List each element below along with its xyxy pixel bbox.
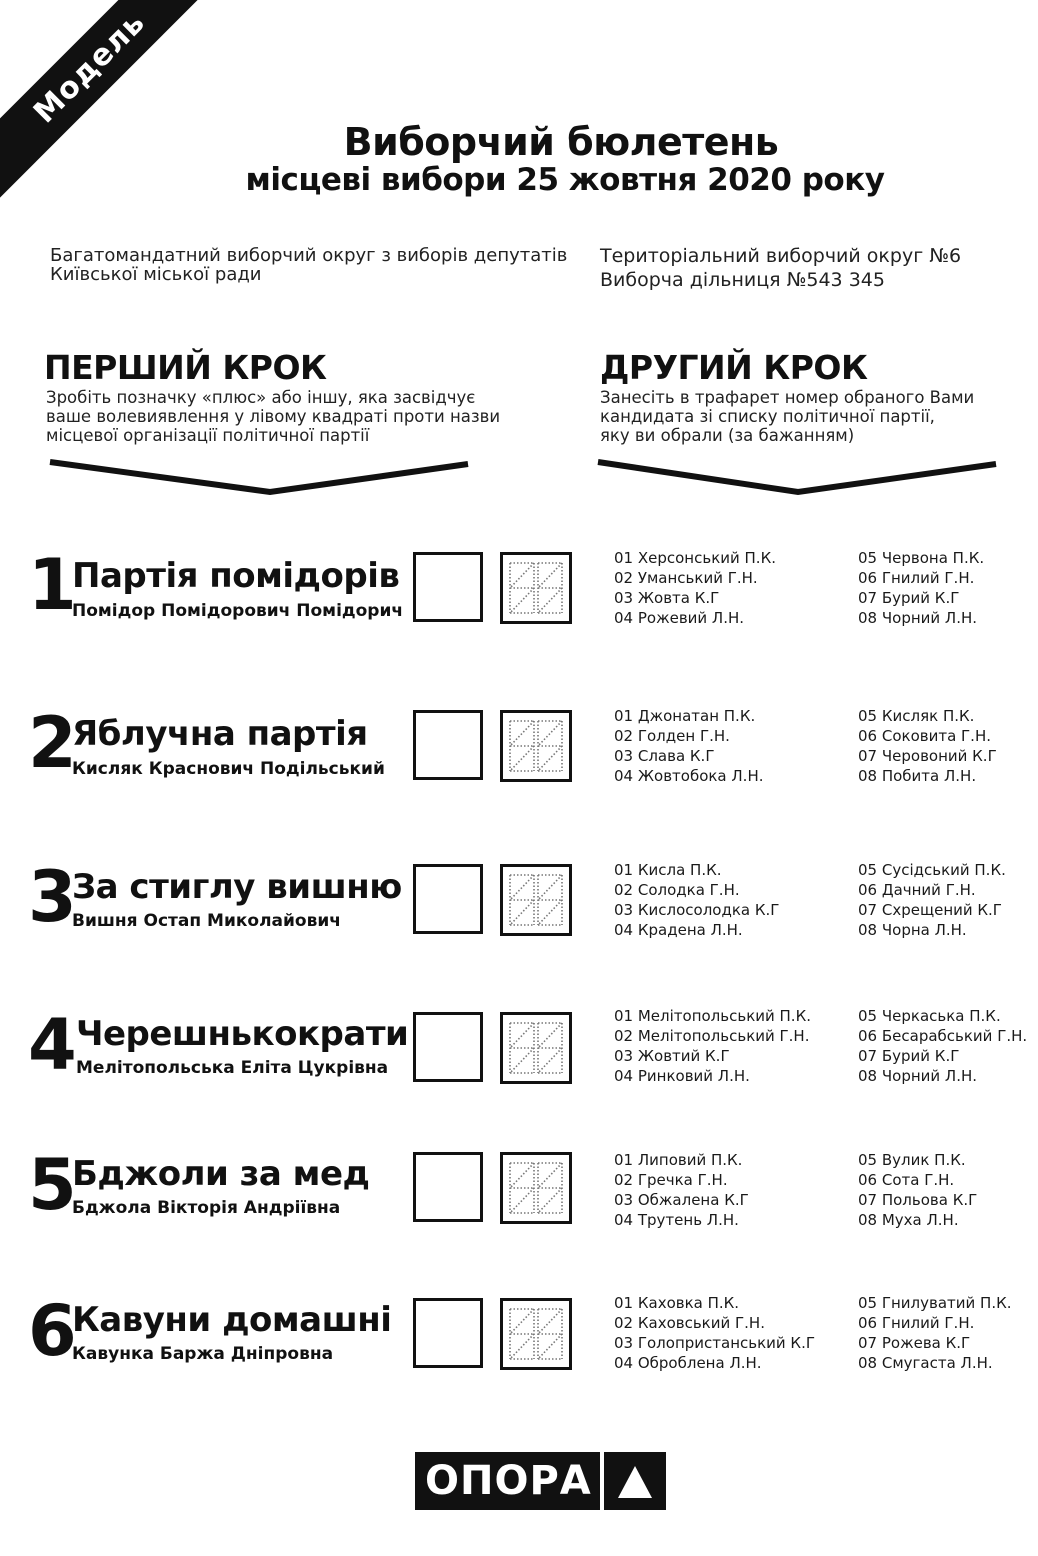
- candidate-item: 08 Чорна Л.Н.: [858, 921, 967, 939]
- candidate-number-stencil[interactable]: [500, 1298, 572, 1370]
- step-two-desc-line3: яку ви обрали (за бажанням): [600, 426, 855, 445]
- party-number: 1: [28, 544, 74, 626]
- candidate-list-left: [614, 1293, 815, 1373]
- ballot-subtitle: місцеві вибори 25 жовтня 2020 року: [245, 162, 885, 198]
- candidate-number-stencil[interactable]: [500, 864, 572, 936]
- candidate-item: 08 Чорний Л.Н.: [858, 1067, 978, 1085]
- candidate-item: 04 Крадена Л.Н.: [614, 921, 743, 939]
- party-name: Кавуни домашні: [72, 1300, 392, 1340]
- step-two-description: [600, 388, 1020, 445]
- candidate-item: 07 Польова К.Г: [858, 1191, 978, 1209]
- party-number: 4: [28, 1004, 74, 1086]
- candidate-list-left: [614, 1006, 811, 1086]
- party-name: Бджоли за мед: [72, 1154, 370, 1194]
- party-leader: Мелітопольська Еліта Цукрівна: [76, 1058, 389, 1078]
- candidate-item: 06 Сота Г.Н.: [858, 1171, 955, 1189]
- candidate-item: 01 Джонатан П.К.: [614, 707, 756, 725]
- candidate-item: 01 Кисла П.К.: [614, 861, 722, 879]
- candidate-list-right: [858, 1150, 977, 1230]
- candidate-item: 06 Дачний Г.Н.: [858, 881, 976, 899]
- opora-logo: [415, 1452, 666, 1510]
- step-one-description: [46, 388, 546, 445]
- step-one-title: ПЕРШИЙ КРОК: [44, 348, 327, 387]
- ballot-title: Виборчий бюлетень: [343, 120, 779, 164]
- candidate-item: 04 Оброблена Л.Н.: [614, 1354, 762, 1372]
- step-one-arrow-icon: [48, 458, 472, 498]
- candidate-item: 07 Бурий К.Г: [858, 1047, 960, 1065]
- district-right-line1: Територіальний виборчий округ №6: [600, 245, 962, 267]
- district-left-line1: Багатомандатний виборчий округ з виборів депутатів: [50, 245, 568, 266]
- triangle-icon: [604, 1452, 666, 1510]
- candidate-item: 01 Липовий П.К.: [614, 1151, 743, 1169]
- candidate-item: 04 Трутень Л.Н.: [614, 1211, 739, 1229]
- candidate-number-stencil[interactable]: [500, 1012, 572, 1084]
- candidate-list-left: [614, 548, 776, 628]
- step-two-arrow-icon: [596, 458, 1000, 498]
- candidate-item: 05 Черкаська П.К.: [858, 1007, 1001, 1025]
- candidate-list-left: [614, 860, 779, 940]
- candidate-item: 01 Каховка П.К.: [614, 1294, 740, 1312]
- candidate-item: 03 Кислосолодка К.Г: [614, 901, 780, 919]
- model-ribbon-label: Модель: [27, 5, 153, 131]
- candidate-item: 03 Обжалена К.Г: [614, 1191, 749, 1209]
- candidate-item: 02 Уманський Г.Н.: [614, 569, 758, 587]
- stencil-grid-icon: [507, 717, 565, 775]
- candidate-item: 02 Гречка Г.Н.: [614, 1171, 728, 1189]
- candidate-list-right: [858, 706, 997, 786]
- candidate-item: 04 Ринковий Л.Н.: [614, 1067, 750, 1085]
- candidate-item: 07 Бурий К.Г: [858, 589, 960, 607]
- candidate-number-stencil[interactable]: [500, 710, 572, 782]
- candidate-list-right: [858, 860, 1006, 940]
- step-two-title: ДРУГИЙ КРОК: [600, 348, 868, 387]
- party-leader: Бджола Вікторія Андріївна: [72, 1198, 341, 1218]
- vote-checkbox[interactable]: [413, 864, 483, 934]
- candidate-item: 08 Чорний Л.Н.: [858, 609, 978, 627]
- party-name: Черешнькократи: [76, 1014, 409, 1054]
- candidate-number-stencil[interactable]: [500, 1152, 572, 1224]
- stencil-grid-icon: [507, 559, 565, 617]
- candidate-item: 05 Червона П.К.: [858, 549, 985, 567]
- candidate-list-right: [858, 1006, 1027, 1086]
- party-leader: Вишня Остап Миколайович: [72, 911, 341, 931]
- party-name: Яблучна партія: [72, 714, 368, 754]
- candidate-item: 05 Кисляк П.К.: [858, 707, 975, 725]
- candidate-item: 07 Рожева К.Г: [858, 1334, 971, 1352]
- vote-checkbox[interactable]: [413, 1298, 483, 1368]
- candidate-item: 08 Смугаста Л.Н.: [858, 1354, 993, 1372]
- step-one-desc-line1: Зробіть позначку «плюс» або іншу, яка засвідчує: [46, 388, 476, 407]
- candidate-item: 03 Слава К.Г: [614, 747, 715, 765]
- candidate-item: 02 Мелітопольський Г.Н.: [614, 1027, 810, 1045]
- candidate-item: 02 Солодка Г.Н.: [614, 881, 740, 899]
- vote-checkbox[interactable]: [413, 1012, 483, 1082]
- party-number: 5: [28, 1144, 74, 1226]
- candidate-list-left: [614, 706, 764, 786]
- candidate-item: 01 Херсонський П.К.: [614, 549, 776, 567]
- party-number: 2: [28, 702, 74, 784]
- candidate-item: 08 Муха Л.Н.: [858, 1211, 959, 1229]
- candidate-number-stencil[interactable]: [500, 552, 572, 624]
- candidate-list-left: [614, 1150, 749, 1230]
- district-left-line2: Київської міської ради: [50, 264, 262, 285]
- candidate-item: 02 Голден Г.Н.: [614, 727, 730, 745]
- candidate-item: 07 Черовоний К.Г: [858, 747, 997, 765]
- candidate-item: 08 Побита Л.Н.: [858, 767, 977, 785]
- candidate-item: 05 Вулик П.К.: [858, 1151, 966, 1169]
- candidate-list-right: [858, 1293, 1012, 1373]
- candidate-item: 06 Бесарабський Г.Н.: [858, 1027, 1028, 1045]
- party-leader: Кавунка Баржа Дніпровна: [72, 1344, 334, 1364]
- district-multimandate: [50, 246, 590, 284]
- party-name: Партія помідорів: [72, 556, 400, 596]
- party-name: За стиглу вишню: [72, 867, 402, 907]
- candidate-item: 04 Жовтобока Л.Н.: [614, 767, 764, 785]
- vote-checkbox[interactable]: [413, 710, 483, 780]
- candidate-item: 06 Соковита Г.Н.: [858, 727, 991, 745]
- candidate-item: 06 Гнилий Г.Н.: [858, 1314, 975, 1332]
- vote-checkbox[interactable]: [413, 552, 483, 622]
- candidate-item: 05 Сусідський П.К.: [858, 861, 1006, 879]
- candidate-item: 01 Мелітопольський П.К.: [614, 1007, 811, 1025]
- candidate-item: 06 Гнилий Г.Н.: [858, 569, 975, 587]
- party-leader: Кисляк Краснович Подільський: [72, 759, 385, 779]
- step-one-desc-line3: місцевої організації політичної партії: [46, 426, 370, 445]
- candidate-item: 03 Жовта К.Г: [614, 589, 720, 607]
- logo-text: ОПОРА: [415, 1452, 600, 1510]
- candidate-item: 03 Жовтий К.Г: [614, 1047, 730, 1065]
- party-number: 3: [28, 856, 74, 938]
- candidate-item: 07 Схрещений К.Г: [858, 901, 1002, 919]
- district-right-line2: Виборча дільниця №543 345: [600, 269, 885, 291]
- stencil-grid-icon: [507, 1159, 565, 1217]
- candidate-list-right: [858, 548, 984, 628]
- stencil-grid-icon: [507, 871, 565, 929]
- district-territorial: [600, 244, 1020, 292]
- party-leader: Помідор Помідорович Помідорич: [72, 601, 404, 621]
- party-number: 6: [28, 1290, 74, 1372]
- candidate-item: 02 Каховський Г.Н.: [614, 1314, 765, 1332]
- step-one-desc-line2: ваше волевиявлення у лівому квадраті проти назви: [46, 407, 501, 426]
- step-two-desc-line1: Занесіть в трафарет номер обраного Вами: [600, 388, 975, 407]
- candidate-item: 03 Голопристанський К.Г: [614, 1334, 815, 1352]
- vote-checkbox[interactable]: [413, 1152, 483, 1222]
- stencil-grid-icon: [507, 1305, 565, 1363]
- candidate-item: 04 Рожевий Л.Н.: [614, 609, 745, 627]
- stencil-grid-icon: [507, 1019, 565, 1077]
- candidate-item: 05 Гнилуватий П.К.: [858, 1294, 1012, 1312]
- step-two-desc-line2: кандидата зі списку політичної партії,: [600, 407, 935, 426]
